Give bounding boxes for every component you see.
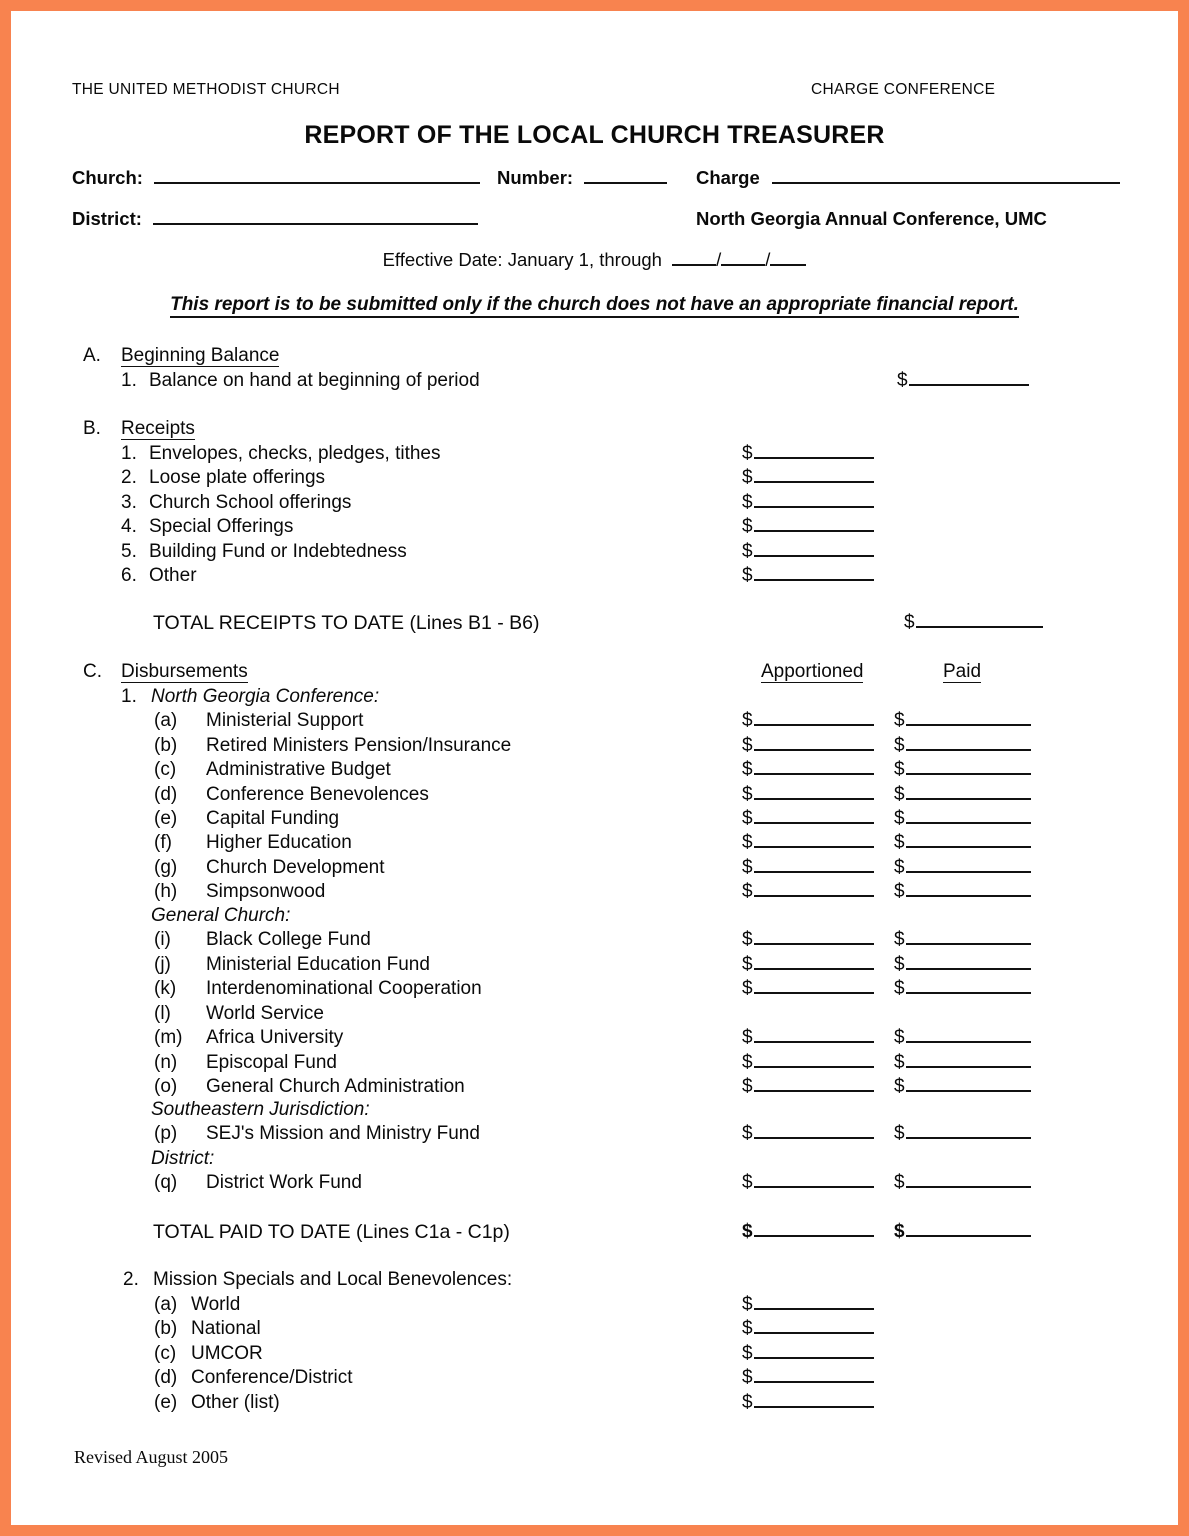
amount-blank[interactable] — [906, 954, 1031, 970]
item-key: (p) — [154, 1123, 178, 1144]
currency-symbol: $ — [894, 1221, 905, 1242]
amount-blank[interactable] — [754, 978, 874, 994]
amount-field — [742, 443, 874, 465]
amount-field — [894, 1027, 1031, 1049]
amount-field — [742, 1076, 874, 1098]
currency-symbol: $ — [894, 734, 905, 756]
effective-date-year-blank[interactable] — [770, 250, 806, 266]
amount-field — [742, 1052, 874, 1074]
subsection-c1-number: 1. — [121, 686, 137, 707]
column-header-apportioned: Apportioned — [761, 661, 864, 682]
currency-symbol: $ — [742, 832, 753, 853]
amount-blank[interactable] — [754, 443, 874, 459]
item-number: 4. — [121, 516, 137, 538]
group-heading-conference: North Georgia Conference: — [151, 686, 380, 707]
item-label: Simpsonwood — [206, 881, 326, 902]
amount-blank[interactable] — [754, 1367, 874, 1383]
effective-date-row — [11, 249, 1178, 271]
amount-field — [742, 735, 874, 757]
item-label: Envelopes, checks, pledges, tithes — [149, 443, 441, 464]
charge-input-blank[interactable] — [772, 167, 1120, 184]
total-paid-label: TOTAL PAID TO DATE (Lines C1a - C1p) — [153, 1221, 510, 1243]
item-key: (b) — [154, 734, 178, 756]
currency-symbol: $ — [742, 1367, 753, 1389]
item-key: (c) — [154, 1342, 177, 1364]
currency-symbol: $ — [742, 1342, 753, 1364]
submission-notice — [11, 294, 1178, 316]
amount-blank[interactable] — [754, 541, 874, 557]
charge-field-label: Charge — [696, 167, 760, 188]
currency-symbol: $ — [742, 1221, 753, 1242]
amount-field — [742, 1367, 874, 1389]
currency-symbol: $ — [742, 783, 753, 805]
amount-blank[interactable] — [754, 1343, 874, 1359]
amount-field — [742, 565, 874, 587]
currency-symbol: $ — [742, 565, 753, 586]
item-key: (l) — [154, 1002, 171, 1024]
amount-field — [742, 541, 874, 563]
currency-symbol: $ — [742, 953, 753, 975]
amount-blank[interactable] — [754, 1123, 874, 1139]
currency-symbol: $ — [894, 759, 905, 780]
header-right-label: CHARGE CONFERENCE — [811, 81, 996, 98]
item-key: (n) — [154, 1051, 178, 1073]
item-key: (h) — [154, 881, 178, 902]
item-key: (k) — [154, 978, 177, 999]
item-label: Conference Benevolences — [206, 783, 429, 805]
amount-field — [742, 710, 874, 732]
currency-symbol: $ — [894, 783, 905, 805]
amount-field — [742, 1172, 874, 1194]
item-label: World Service — [206, 1002, 324, 1024]
amount-field — [742, 492, 874, 514]
item-label: Other — [149, 565, 197, 586]
number-field-label: Number: — [497, 167, 574, 188]
currency-symbol: $ — [897, 370, 908, 391]
item-a1-label: Balance on hand at beginning of period — [149, 370, 480, 391]
currency-symbol: $ — [742, 1294, 753, 1315]
page-title: REPORT OF THE LOCAL CHURCH TREASURER — [304, 121, 885, 149]
total-receipts-amount — [904, 612, 1043, 634]
group-heading-district: District: — [151, 1148, 215, 1169]
amount-blank[interactable] — [754, 808, 874, 824]
amount-blank[interactable] — [754, 832, 874, 848]
amount-blank[interactable] — [906, 759, 1031, 775]
item-key: (q) — [154, 1172, 178, 1193]
item-number: 5. — [121, 540, 137, 562]
amount-field — [894, 735, 1031, 757]
item-a1-number: 1. — [121, 370, 137, 391]
amount-field — [894, 759, 1031, 781]
amount-blank[interactable] — [754, 1318, 874, 1334]
section-c-title-text: Disbursements — [121, 661, 248, 682]
amount-blank[interactable] — [754, 735, 874, 751]
item-label: Church School offerings — [149, 491, 352, 513]
amount-field — [894, 857, 1031, 879]
currency-symbol: $ — [742, 929, 753, 950]
item-number: 3. — [121, 491, 137, 513]
amount-blank[interactable] — [754, 784, 874, 800]
currency-symbol: $ — [894, 710, 905, 731]
amount-field — [894, 978, 1031, 1000]
item-label: National — [191, 1318, 261, 1340]
amount-blank[interactable] — [906, 808, 1031, 824]
currency-symbol: $ — [894, 929, 905, 950]
amount-blank[interactable] — [754, 759, 874, 775]
item-key: (a) — [154, 1294, 178, 1315]
amount-field — [742, 784, 874, 806]
amount-blank[interactable] — [906, 1052, 1031, 1068]
item-key: (d) — [154, 1367, 178, 1389]
currency-symbol: $ — [894, 856, 905, 878]
amount-field — [742, 978, 874, 1000]
amount-field — [742, 1318, 874, 1340]
amount-field — [742, 832, 874, 854]
amount-field — [894, 784, 1031, 806]
amount-blank[interactable] — [906, 857, 1031, 873]
amount-blank[interactable] — [754, 1294, 874, 1310]
item-key: (g) — [154, 856, 178, 878]
revision-note: Revised August 2005 — [74, 1447, 229, 1467]
amount-field — [742, 516, 874, 538]
item-key: (f) — [154, 832, 172, 853]
amount-field — [742, 467, 874, 489]
amount-blank[interactable] — [754, 710, 874, 726]
item-label: Administrative Budget — [206, 759, 391, 780]
total-paid-paid-amount — [894, 1221, 1031, 1243]
amount-blank[interactable] — [754, 516, 874, 532]
section-b-title-text: Receipts — [121, 418, 195, 439]
currency-symbol: $ — [742, 1172, 753, 1193]
item-a1-amount — [897, 370, 1029, 392]
amount-field — [742, 808, 874, 830]
amount-blank[interactable] — [906, 929, 1031, 945]
currency-symbol: $ — [742, 491, 753, 513]
currency-symbol: $ — [894, 953, 905, 975]
currency-symbol: $ — [742, 1318, 753, 1340]
effective-date-month-blank[interactable] — [672, 250, 716, 266]
item-label: Black College Fund — [206, 929, 371, 950]
charge-field-row — [696, 167, 1120, 189]
currency-symbol: $ — [894, 1076, 905, 1097]
item-label: Higher Education — [206, 832, 352, 853]
item-label: Ministerial Support — [206, 710, 364, 731]
section-b-letter: B. — [83, 418, 101, 439]
amount-blank[interactable] — [906, 978, 1031, 994]
currency-symbol: $ — [742, 856, 753, 878]
amount-blank[interactable] — [906, 1027, 1031, 1043]
item-key: (o) — [154, 1076, 178, 1097]
amount-field — [894, 832, 1031, 854]
item-label: World — [191, 1294, 241, 1315]
church-input-blank[interactable] — [154, 167, 480, 184]
section-a-title-text: Beginning Balance — [121, 345, 280, 366]
currency-symbol: $ — [742, 443, 753, 464]
item-label: Episcopal Fund — [206, 1051, 337, 1073]
item-label: Other (list) — [191, 1391, 280, 1413]
amount-blank[interactable] — [754, 467, 874, 483]
currency-symbol: $ — [904, 612, 915, 633]
amount-field — [742, 1392, 874, 1414]
amount-blank[interactable] — [754, 881, 874, 897]
amount-field — [894, 1052, 1031, 1074]
amount-blank[interactable] — [754, 1052, 874, 1068]
currency-symbol: $ — [742, 1051, 753, 1073]
item-key: (i) — [154, 929, 171, 950]
amount-blank[interactable] — [754, 954, 874, 970]
column-header-paid: Paid — [943, 661, 982, 682]
amount-blank[interactable] — [906, 784, 1031, 800]
currency-symbol: $ — [742, 540, 753, 562]
amount-field — [894, 710, 1031, 732]
amount-field — [742, 857, 874, 879]
amount-field — [894, 929, 1031, 951]
amount-blank[interactable] — [906, 1221, 1031, 1237]
church-field-row — [72, 167, 480, 189]
item-key: (d) — [154, 783, 178, 805]
amount-blank[interactable] — [906, 1076, 1031, 1092]
currency-symbol: $ — [742, 808, 753, 829]
amount-blank[interactable] — [754, 1076, 874, 1092]
form-sheet — [11, 11, 1178, 1525]
amount-field — [894, 881, 1031, 903]
currency-symbol: $ — [742, 1123, 753, 1144]
item-label: District Work Fund — [206, 1172, 362, 1193]
amount-blank[interactable] — [906, 1123, 1031, 1139]
section-b-title — [121, 418, 195, 440]
amount-blank[interactable] — [906, 881, 1031, 897]
currency-symbol: $ — [742, 1391, 753, 1413]
amount-blank[interactable] — [906, 735, 1031, 751]
currency-symbol: $ — [742, 710, 753, 731]
currency-symbol: $ — [894, 808, 905, 829]
amount-field — [894, 1172, 1031, 1194]
currency-symbol: $ — [742, 516, 753, 538]
item-key: (e) — [154, 1391, 178, 1413]
section-c-letter: C. — [83, 661, 102, 682]
item-key: (m) — [154, 1027, 183, 1048]
amount-blank[interactable] — [754, 1392, 874, 1408]
date-slash-1: / — [716, 249, 722, 270]
currency-symbol: $ — [894, 1027, 905, 1048]
item-number: 6. — [121, 565, 137, 586]
section-c-title — [121, 661, 248, 683]
currency-symbol: $ — [742, 467, 753, 489]
currency-symbol: $ — [742, 759, 753, 780]
subsection-c2-title: Mission Specials and Local Benevolences: — [153, 1269, 513, 1290]
amount-blank[interactable] — [754, 1172, 874, 1188]
currency-symbol: $ — [894, 1051, 905, 1073]
total-paid-apportioned-amount — [742, 1221, 874, 1243]
subsection-c2-number: 2. — [123, 1269, 139, 1290]
item-label: UMCOR — [191, 1342, 263, 1364]
amount-field — [894, 1123, 1031, 1145]
amount-blank[interactable] — [906, 832, 1031, 848]
amount-field — [894, 808, 1031, 830]
amount-blank[interactable] — [906, 710, 1031, 726]
amount-blank[interactable] — [909, 370, 1029, 386]
item-key: (c) — [154, 759, 177, 780]
item-label: Interdenominational Cooperation — [206, 978, 482, 999]
amount-field — [742, 1027, 874, 1049]
item-label: Ministerial Education Fund — [206, 953, 430, 975]
currency-symbol: $ — [742, 978, 753, 999]
date-slash-2: / — [765, 249, 771, 270]
item-number: 1. — [121, 443, 137, 464]
item-key: (b) — [154, 1318, 178, 1340]
amount-blank[interactable] — [754, 1027, 874, 1043]
conference-name: North Georgia Annual Conference, UMC — [696, 208, 1047, 229]
item-key: (a) — [154, 710, 178, 731]
amount-blank[interactable] — [906, 1172, 1031, 1188]
district-field-row — [72, 208, 478, 230]
amount-field — [742, 759, 874, 781]
currency-symbol: $ — [742, 734, 753, 756]
item-number: 2. — [121, 467, 137, 489]
amount-field — [742, 954, 874, 976]
item-label: Loose plate offerings — [149, 467, 326, 489]
item-label: Retired Ministers Pension/Insurance — [206, 734, 512, 756]
group-heading-sej: Southeastern Jurisdiction: — [151, 1099, 370, 1120]
amount-blank[interactable] — [916, 612, 1043, 628]
amount-field — [742, 1294, 874, 1316]
item-label: Africa University — [206, 1027, 344, 1048]
currency-symbol: $ — [894, 1172, 905, 1193]
amount-field — [742, 881, 874, 903]
group-heading-general-church: General Church: — [151, 905, 291, 926]
currency-symbol: $ — [742, 1027, 753, 1048]
total-receipts-label: TOTAL RECEIPTS TO DATE (Lines B1 - B6) — [153, 612, 540, 634]
amount-blank[interactable] — [754, 565, 874, 581]
item-label: Capital Funding — [206, 808, 340, 829]
amount-field — [894, 1076, 1031, 1098]
item-label: Building Fund or Indebtedness — [149, 540, 407, 562]
item-label: SEJ's Mission and Ministry Fund — [206, 1123, 480, 1144]
amount-blank[interactable] — [754, 857, 874, 873]
amount-field — [894, 954, 1031, 976]
effective-date-day-blank[interactable] — [721, 250, 765, 266]
number-input-blank[interactable] — [584, 167, 667, 184]
amount-blank[interactable] — [754, 492, 874, 508]
amount-field — [742, 929, 874, 951]
effective-date-label: Effective Date: January 1, through — [382, 249, 662, 270]
header-left-label: THE UNITED METHODIST CHURCH — [72, 81, 340, 98]
amount-field — [742, 1343, 874, 1365]
item-key: (e) — [154, 808, 178, 829]
church-field-label: Church: — [72, 167, 143, 188]
item-label: General Church Administration — [206, 1076, 465, 1097]
currency-symbol: $ — [894, 881, 905, 902]
currency-symbol: $ — [742, 881, 753, 902]
item-key: (j) — [154, 953, 171, 975]
item-label: Conference/District — [191, 1367, 353, 1389]
currency-symbol: $ — [742, 1076, 753, 1097]
amount-blank[interactable] — [754, 929, 874, 945]
amount-field — [742, 1123, 874, 1145]
currency-symbol: $ — [894, 832, 905, 853]
item-label: Church Development — [206, 856, 385, 878]
currency-symbol: $ — [894, 978, 905, 999]
amount-blank[interactable] — [754, 1221, 874, 1237]
district-field-label: District: — [72, 208, 142, 229]
submission-notice-text: This report is to be submitted only if the church does not have an appropriate financial report. — [170, 294, 1019, 318]
item-label: Special Offerings — [149, 516, 294, 538]
section-a-letter: A. — [83, 345, 101, 366]
section-a-title — [121, 345, 279, 367]
currency-symbol: $ — [894, 1123, 905, 1144]
district-input-blank[interactable] — [153, 208, 478, 225]
number-field-row — [497, 167, 667, 189]
